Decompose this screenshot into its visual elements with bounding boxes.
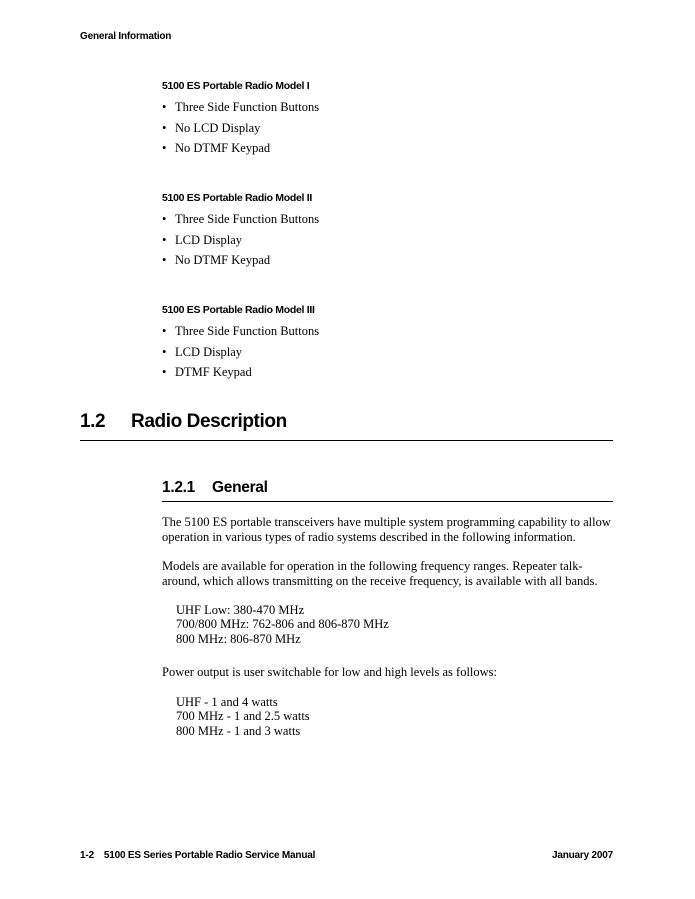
bullet-icon: • <box>162 324 167 338</box>
bullet-icon: • <box>162 253 167 267</box>
model-block-3 <box>162 304 319 386</box>
subsection-title: General <box>212 479 268 496</box>
manual-title: 5100 ES Series Portable Radio Service Manual <box>103 850 316 861</box>
footer-date: January 2007 <box>552 850 613 861</box>
list-item: 800 MHz - 1 and 3 watts <box>176 723 301 738</box>
bullet-icon: • <box>162 344 167 359</box>
model-block-2 <box>162 192 319 274</box>
model-title: 5100 ES Portable Radio Model III <box>162 304 315 316</box>
bullet-icon: • <box>162 120 167 135</box>
footer-left <box>80 850 315 861</box>
paragraph-frequency: Models are available for operation in the following frequency ranges. Repeater talk-around, which allows transmitting on the receive frequency, is available with all bands. <box>162 559 598 588</box>
model-title: 5100 ES Portable Radio Model I <box>162 80 310 92</box>
list-item: 700/800 MHz: 762-806 and 806-870 MHz <box>176 617 389 632</box>
section-number: 1.2 <box>80 411 106 432</box>
list-item: 800 MHz: 806-870 MHz <box>176 631 301 646</box>
paragraph-intro: The 5100 ES portable transceivers have multiple system programming capability to allow operation in various types of radio systems described in the following information. <box>162 515 611 544</box>
bullet-icon: • <box>162 365 167 379</box>
feature-list <box>162 100 319 162</box>
section-title: Radio Description <box>131 411 287 432</box>
list-item: • No LCD Display <box>162 120 261 135</box>
bullet-icon: • <box>162 100 167 114</box>
paragraph-power: Power output is user switchable for low and high levels as follows: <box>162 665 498 679</box>
power-list <box>176 695 310 738</box>
list-item: • Three Side Function Buttons <box>162 100 320 114</box>
list-item: • Three Side Function Buttons <box>162 212 320 226</box>
model-block-1 <box>162 80 319 162</box>
list-item: • DTMF Keypad <box>162 365 252 379</box>
section-heading <box>80 411 613 441</box>
page-number: 1-2 <box>80 850 94 861</box>
feature-list <box>162 324 319 386</box>
bullet-icon: • <box>162 232 167 247</box>
model-title: 5100 ES Portable Radio Model II <box>162 192 312 204</box>
list-item: • No DTMF Keypad <box>162 141 271 155</box>
list-item: UHF - 1 and 4 watts <box>176 695 278 709</box>
subsection-number: 1.2.1 <box>162 479 195 496</box>
list-item: • No DTMF Keypad <box>162 253 271 267</box>
list-item: UHF Low: 380-470 MHz <box>176 603 305 617</box>
list-item: • Three Side Function Buttons <box>162 324 320 338</box>
subsection-heading <box>162 479 613 502</box>
bullet-icon: • <box>162 212 167 226</box>
running-header: General Information <box>80 31 172 42</box>
feature-list <box>162 212 319 274</box>
list-item: 700 MHz - 1 and 2.5 watts <box>176 709 310 724</box>
bullet-icon: • <box>162 141 167 155</box>
list-item: • LCD Display <box>162 344 243 359</box>
list-item: • LCD Display <box>162 232 243 247</box>
frequency-list <box>176 603 389 646</box>
